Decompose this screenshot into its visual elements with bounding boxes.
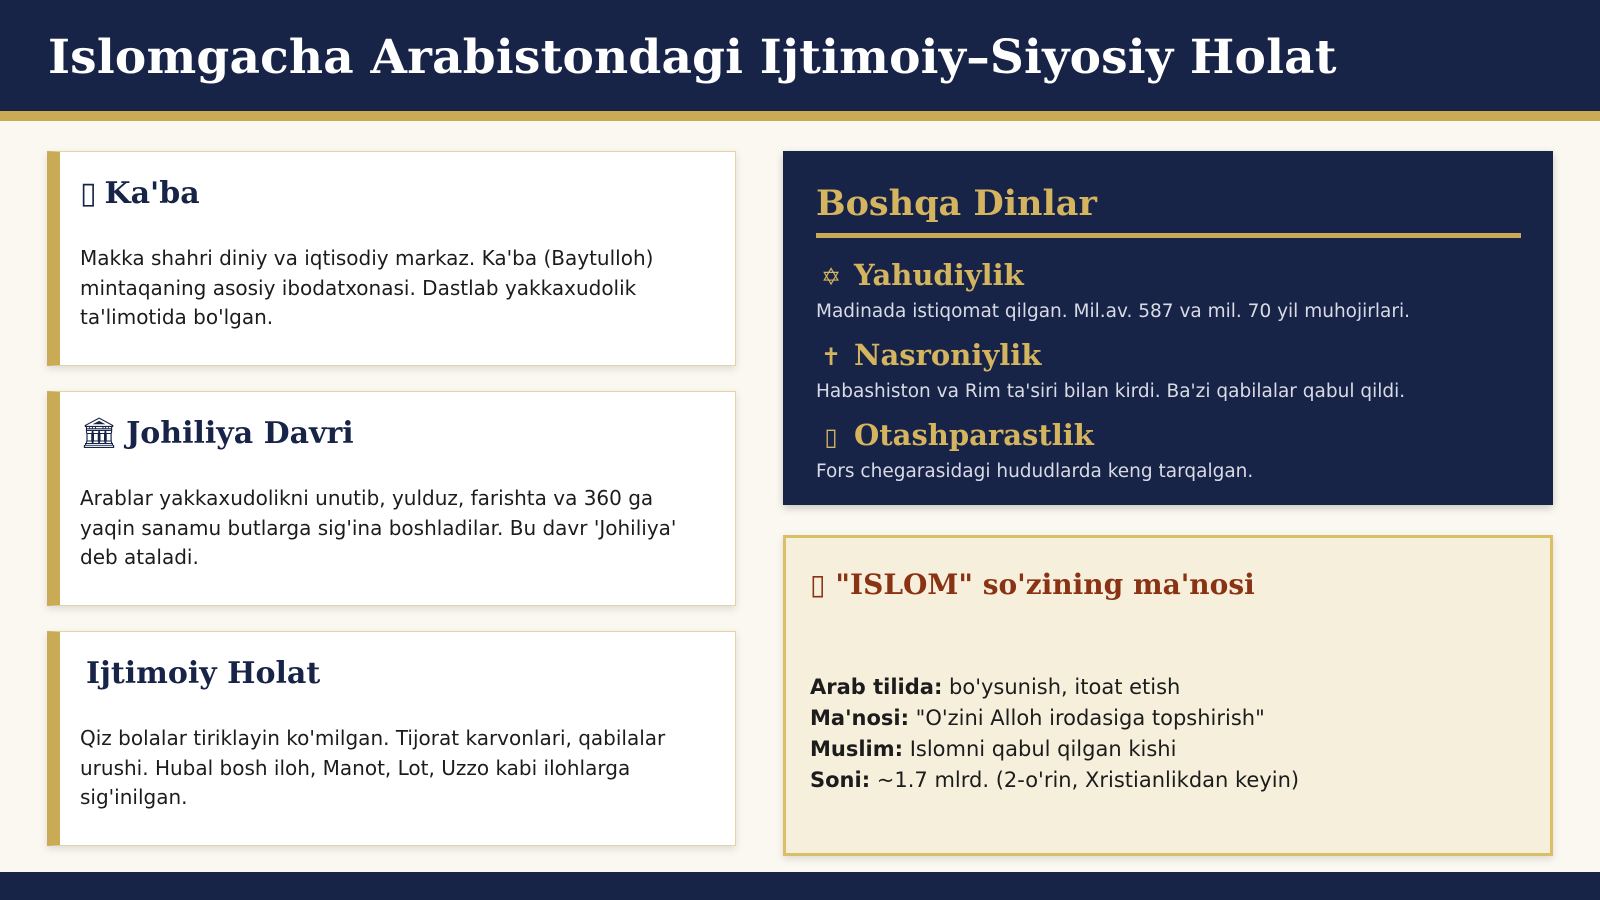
card-kaba <box>47 151 736 366</box>
card-title <box>80 414 354 454</box>
card-title-text: Ijtimoiy Holat <box>86 656 321 691</box>
religion-item-nasroniylik <box>816 337 1526 405</box>
meaning-value: Islomni qabul qilgan kishi <box>903 737 1177 761</box>
meaning-row <box>810 672 1530 703</box>
meaning-list <box>810 672 1530 796</box>
religion-item-yahudiylik <box>816 257 1526 325</box>
meaning-key: Soni: <box>810 768 871 792</box>
card-ijtimoiy <box>47 631 736 846</box>
religions-panel <box>783 151 1553 505</box>
religion-desc: Madinada istiqomat qilgan. Mil.av. 587 va mil. 70 yil muhojirlari. <box>816 301 1410 322</box>
meaning-row <box>810 734 1530 765</box>
card-title-text: Johiliya Davri <box>126 416 354 451</box>
missing-glyph-icon: ▯ <box>810 568 826 601</box>
meaning-value: "O'zini Alloh irodasiga topshirish" <box>908 706 1265 730</box>
card-body: Qiz bolalar tiriklayin ko'milgan. Tijorat karvonlari, qabilalar urushi. Hubal bosh iloh, Manot, Lot, Uzzo kabi ilohlarga sig'inilgan. <box>80 726 666 809</box>
religion-desc: Habashiston va Rim ta'siri bilan kirdi. Ba'zi qabilalar qabul qildi. <box>816 381 1406 402</box>
meaning-title-text: "ISLOM" so'zining ma'nosi <box>835 568 1255 601</box>
missing-glyph-icon: ▯ <box>824 423 838 451</box>
meaning-key: Ma'nosi: <box>810 706 909 730</box>
religion-name <box>816 337 1526 375</box>
meaning-row <box>810 765 1530 796</box>
meaning-value: bo'ysunish, itoat etish <box>942 675 1181 699</box>
religion-name-text: Nasroniylik <box>854 338 1042 372</box>
card-body: Makka shahri diniy va iqtisodiy markaz. Ka'ba (Baytulloh) mintaqaning asosiy ibodatxonasi. Dastlab yakkaxudolik ta'limotida bo'lgan. <box>80 246 654 329</box>
islom-meaning-panel <box>783 535 1553 856</box>
meaning-row <box>810 703 1530 734</box>
religion-desc: Fors chegarasidagi hududlarda keng tarqalgan. <box>816 461 1254 482</box>
religion-name-text: Otashparastlik <box>854 418 1094 452</box>
card-johiliya <box>47 391 736 606</box>
religions-title: Boshqa Dinlar <box>816 183 1097 224</box>
latin-cross-icon: ✝ <box>820 343 842 371</box>
religion-name-text: Yahudiylik <box>854 258 1024 292</box>
star-of-david-icon: ✡ <box>820 263 842 291</box>
card-title <box>86 654 320 694</box>
religion-item-otashparastlik <box>816 417 1526 485</box>
card-body: Arablar yakkaxudolikni unutib, yulduz, farishta va 360 ga yaqin sanamu butlarga sig'ina boshladilar. Bu davr 'Johiliya' deb ataladi. <box>80 486 677 569</box>
page-title: Islomgacha Arabistondagi Ijtimoiy–Siyosiy Holat <box>48 30 1337 85</box>
classical-building-icon: 🏛 <box>80 416 119 451</box>
card-title-text: Ka'ba <box>104 176 200 211</box>
religion-name <box>816 417 1526 455</box>
card-title <box>80 174 200 214</box>
header-gold-rule <box>0 111 1600 121</box>
meaning-value: ~1.7 mlrd. (2-o'rin, Xristianlikdan keyin) <box>870 768 1300 792</box>
footer-bar <box>0 872 1600 900</box>
religions-gold-rule <box>816 233 1521 238</box>
meaning-key: Muslim: <box>810 737 904 761</box>
religion-name <box>816 257 1526 295</box>
missing-glyph-icon: ▯ <box>80 176 97 211</box>
header-bar <box>0 0 1600 111</box>
meaning-title <box>810 566 1255 604</box>
meaning-key: Arab tilida: <box>810 675 943 699</box>
